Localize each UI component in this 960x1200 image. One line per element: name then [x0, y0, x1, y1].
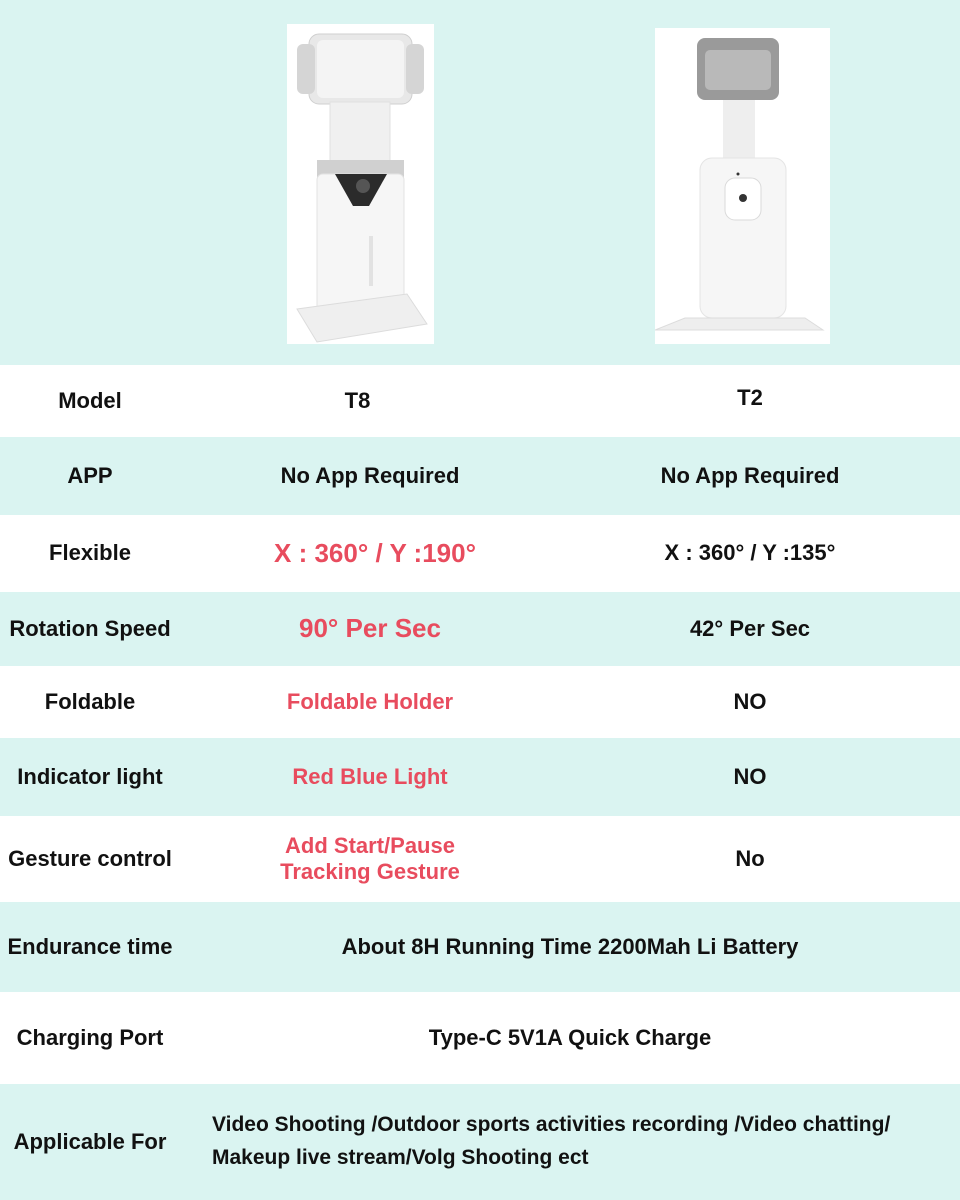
t2-model-value: T2 [737, 385, 763, 410]
endurance-value: About 8H Running Time 2200Mah Li Battery [341, 933, 799, 959]
row-label: APP [67, 462, 113, 488]
row-endurance-time [0, 902, 960, 992]
applicable-line-1: Video Shooting /Outdoor sports activities recording /Video chatting/ [212, 1113, 891, 1137]
t8-phone-holder-image [287, 24, 434, 344]
charging-port-value: Type-C 5V1A Quick Charge [428, 1024, 712, 1050]
row-gesture-control [0, 816, 960, 902]
row-label: Indicator light [17, 763, 163, 789]
t8-gesture-line-2: Tracking Gesture [280, 859, 460, 884]
row-charging-port [0, 992, 960, 1084]
t8-flexible-value: X : 360° / Y :190° [274, 537, 476, 568]
row-foldable [0, 666, 960, 738]
row-label: Flexible [49, 540, 131, 566]
row-label: Rotation Speed [9, 615, 171, 641]
row-rotation-speed [0, 592, 960, 666]
t2-app-value: No App Required [660, 462, 840, 488]
t2-rotation-value: 42° Per Sec [689, 615, 811, 641]
t8-model-value: T8 [344, 387, 371, 413]
row-app [0, 437, 960, 515]
row-model [0, 365, 960, 437]
t2-indicator-value: NO [733, 763, 767, 789]
row-indicator-light [0, 738, 960, 816]
row-label: Endurance time [7, 933, 173, 959]
t2-foldable-value: NO [733, 688, 767, 714]
t8-rotation-value: 90° Per Sec [299, 613, 441, 644]
row-applicable-for [0, 1084, 960, 1200]
t8-app-value: No App Required [280, 462, 460, 488]
row-label: Model [58, 387, 122, 413]
applicable-for-value [180, 1084, 960, 1200]
row-label: Gesture control [8, 845, 172, 871]
product-images-header [0, 0, 960, 365]
t2-phone-holder-image [655, 28, 830, 344]
row-label: Charging Port [16, 1024, 164, 1050]
t8-gesture-value [240, 816, 500, 902]
row-label: Foldable [44, 688, 136, 714]
t2-gesture-value: No [735, 846, 765, 871]
row-flexible [0, 515, 960, 592]
t8-foldable-value: Foldable Holder [286, 688, 454, 714]
t8-indicator-value: Red Blue Light [292, 763, 448, 789]
t8-gesture-line-1: Add Start/Pause [285, 832, 455, 858]
applicable-line-2: Makeup live stream/Volg Shooting ect [212, 1146, 589, 1169]
t2-device-illustration [655, 28, 830, 344]
row-label: Applicable For [13, 1128, 167, 1154]
t8-device-illustration [287, 24, 434, 344]
t2-flexible-value: X : 360° / Y :135° [664, 540, 836, 566]
